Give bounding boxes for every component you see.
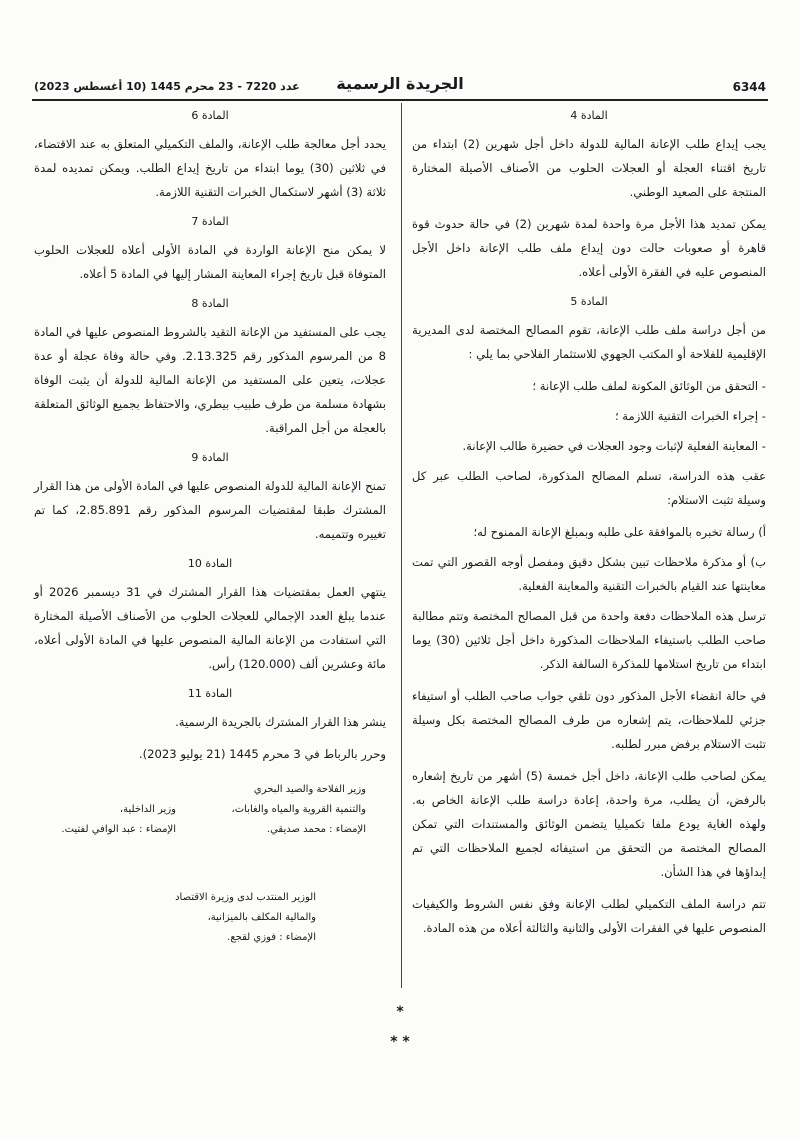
signatories bbox=[34, 780, 386, 943]
article-7-title: المادة 7 bbox=[191, 215, 229, 228]
agriculture-signature: الإمضاء : محمد صديقي. bbox=[266, 824, 366, 835]
agriculture-title-line-1: وزير الفلاحة والصيد البحري bbox=[253, 784, 366, 795]
article-5-paragraph-4: في حالة انقضاء الأجل المذكور دون تلقي جواب صاحب الطلب أو استيفاء جزئي للملاحظات، يتم إشعاره من طرف المصالح المختصة بكل وسيلة تثبت الاستلام برفض مبرر لطلبه. bbox=[412, 689, 766, 751]
article-5-paragraph-5: يمكن لصاحب طلب الإعانة، داخل أجل خمسة (5) أشهر من تاريخ إشعاره بالرفض، أن يطلب، مرة واحدة، إعادة دراسة طلب الإعانة الخاص به. ولهذه الغاية يودع ملفا تكميليا يتضمن الوثائق والمستندات التي تمكن المصالح المختصة من التحقق من استيفائه لجميع الملاحظات التي تم إبداؤها في هذا الشأن. bbox=[412, 769, 767, 879]
gazette-title: الجريدة الرسمية bbox=[336, 74, 464, 93]
agriculture-title-line-2: والتنمية القروية والمياه والغابات، bbox=[231, 804, 366, 815]
article-11-date: وحرر بالرباط في 3 محرم 1445 (21 يوليو 2023). bbox=[138, 747, 386, 761]
article-4-title: المادة 4 bbox=[570, 109, 608, 122]
article-5-bullet-2: - إجراء الخبرات التقنية اللازمة ؛ bbox=[614, 409, 766, 423]
article-11-title: المادة 11 bbox=[187, 687, 233, 700]
budget-title-line-1: الوزير المنتدب لدى وزيرة الاقتصاد bbox=[175, 892, 316, 903]
budget-signature: الإمضاء : فوزي لقجع. bbox=[227, 932, 316, 943]
right-column bbox=[412, 106, 766, 948]
page-header bbox=[32, 74, 768, 98]
page-number: 6344 bbox=[732, 80, 766, 94]
article-9-paragraph: تمنح الإعانة المالية للدولة المنصوص عليها في المادة الأولى من هذا القرار المشترك طبقا لمقتضيات المرسوم المذكور رقم 2.85.891، كما تم تغييره وتتميمه. bbox=[34, 479, 387, 541]
article-8-title: المادة 8 bbox=[191, 297, 229, 310]
article-10-paragraph: ينتهي العمل بمقتضيات هذا القرار المشترك في 31 ديسمبر 2026 أو عندما يبلغ العدد الإجمالي للعجلات الحلوب من الأصناف الأصيلة المختارة التي استفادت من الإعانة المالية المنصوص عليها في المادة الأولى أعلاه، مائة وعشرين ألف (120.000) رأس. bbox=[34, 585, 386, 671]
interior-title: وزير الداخلية، bbox=[119, 804, 176, 815]
signatory-agriculture bbox=[196, 780, 366, 840]
column-divider bbox=[401, 103, 402, 988]
article-5-paragraph-6: تتم دراسة الملف التكميلي لطلب الإعانة وفق نفس الشروط والكيفيات المنصوص عليها في الفقرات الأولى والثانية والثالثة أعلاه من هذه المادة. bbox=[412, 897, 766, 935]
article-5-title: المادة 5 bbox=[570, 295, 608, 308]
article-6-paragraph: يحدد أجل معالجة طلب الإعانة، والملف التكميلي المتعلق به عند الاقتضاء، في ثلاثين (30) يوما ابتداء من تاريخ إيداع الطلب. ويمكن تمديده لمدة ثلاثة (3) أشهر لاستكمال الخبرات التقنية اللازمة. bbox=[34, 137, 387, 199]
budget-title-line-2: والمالية المكلف بالميزانية، bbox=[207, 912, 316, 923]
end-asterisks-pair: * * bbox=[390, 1034, 410, 1050]
left-column bbox=[34, 106, 387, 943]
article-8-paragraph: يجب على المستفيد من الإعانة التقيد بالشروط المنصوص عليها في المادة 8 من المرسوم المذكور رقم 2.13.325. وفي حالة وفاة عجلة أو عدة عجلات، يتعين على المستفيد من الإعانة المالية للدولة أن يثبت الوفاة بشهادة مسلمة من طرف طبيب بيطري، والاحتفاظ بجميع الوثائق المتعلقة بالعجلة من أجل المراقبة. bbox=[34, 325, 386, 435]
article-5-item-b: ب) أو مذكرة ملاحظات تبين بشكل دقيق ومفصل أوجه القصور التي تمت معاينتها عند القيام بالخبرات التقنية والمعاينة الفعلية. bbox=[412, 555, 766, 593]
interior-signature: الإمضاء : عبد الوافي لفتيت. bbox=[61, 824, 176, 835]
article-5-paragraph-3: ترسل هذه الملاحظات دفعة واحدة من قبل المصالح المختصة وتتم مطالبة صاحب الطلب باستيفاء الملاحظات المذكورة داخل أجل ثلاثين (30) يوما ابتداء من تاريخ استلامها للمذكرة السالفة الذكر. bbox=[412, 609, 767, 671]
article-5-paragraph-2: عقب هذه الدراسة، تسلم المصالح المذكورة، لصاحب الطلب عبر كل وسيلة تثبت الاستلام: bbox=[412, 469, 766, 507]
article-9-title: المادة 9 bbox=[191, 451, 229, 464]
article-5-bullet-3: - المعاينة الفعلية لإثبات وجود العجلات في حضيرة طالب الإعانة. bbox=[462, 439, 766, 453]
article-11-paragraph-1: ينشر هذا القرار المشترك بالجريدة الرسمية. bbox=[175, 715, 386, 729]
article-5-intro: من أجل دراسة ملف طلب الإعانة، تقوم المصالح المختصة لدى المديرية الإقليمية للفلاحة أو المكتب الجهوي للاستثمار الفلاحي بما يلي : bbox=[412, 323, 766, 361]
article-4-paragraph-2: يمكن تمديد هذا الأجل مرة واحدة لمدة شهرين (2) في حالة حدوث قوة قاهرة أو صعوبات حالت دون إيداع ملف طلب الإعانة داخل الأجل المنصوص عليه في الفقرة الأولى أعلاه. bbox=[412, 217, 766, 279]
header-rule bbox=[32, 99, 768, 101]
article-5-bullet-1: - التحقق من الوثائق المكونة لملف طلب الإعانة ؛ bbox=[532, 379, 766, 393]
article-5-item-a: أ) رسالة تخبره بالموافقة على طلبه وبمبلغ الإعانة الممنوح له؛ bbox=[473, 525, 766, 539]
article-6-title: المادة 6 bbox=[191, 109, 229, 122]
signatory-budget bbox=[96, 888, 316, 948]
article-4-paragraph-1: يجب إيداع طلب الإعانة المالية للدولة داخل أجل شهرين (2) ابتداء من تاريخ اقتناء العجلة أو العجلات الحلوب من الأصناف الأصيلة المختارة المنتجة على الصعيد الوطني. bbox=[412, 137, 766, 199]
article-7-paragraph: لا يمكن منح الإعانة الواردة في المادة الأولى أعلاه للعجلات الحلوب المتوفاة قبل تاريخ إجراء المعاينة المشار إليها في المادة 5 أعلاه. bbox=[34, 243, 386, 281]
issue-info: عدد 7220 - 23 محرم 1445 (10 أغسطس 2023) bbox=[34, 80, 300, 93]
article-10-title: المادة 10 bbox=[187, 557, 233, 570]
end-asterisk: * bbox=[396, 1004, 404, 1020]
signatory-interior bbox=[26, 800, 176, 840]
